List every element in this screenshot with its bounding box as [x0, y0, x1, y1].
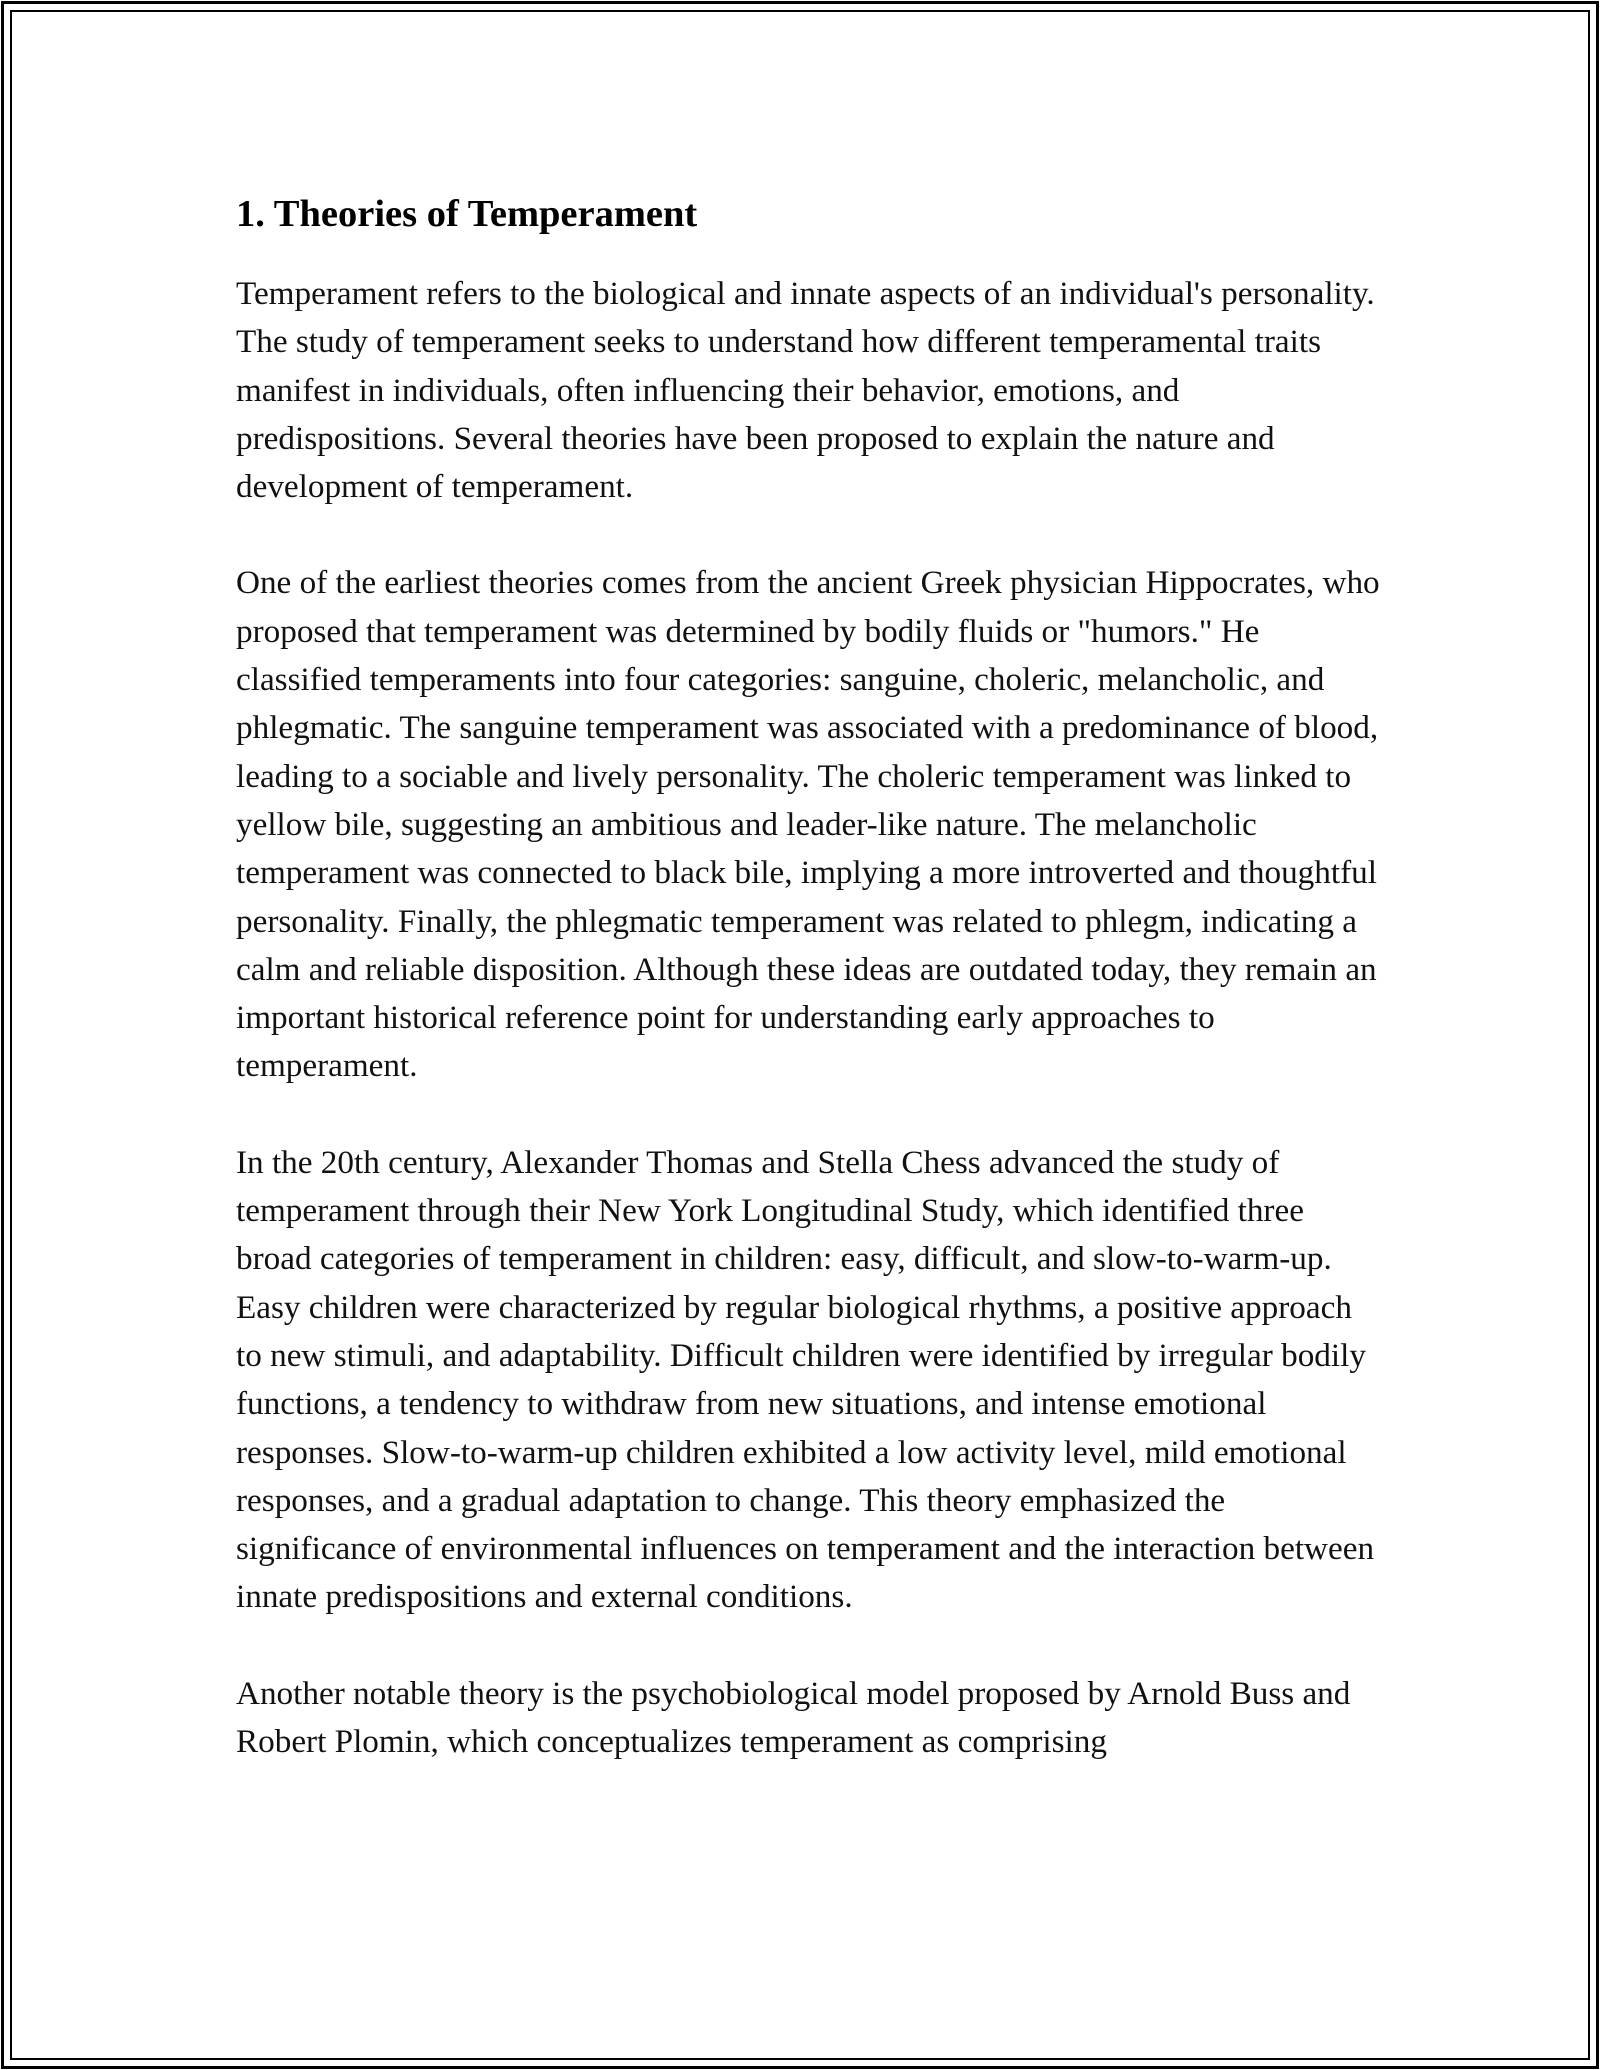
paragraph-intro: Temperament refers to the biological and innate aspects of an individual's personality. The study of temperament seeks to understand how different temperamental traits manifest in individuals, often influencing their behavior, emotions, and predispositions. Several theories have been proposed to explain the nature and development of temperament.: [236, 275, 1375, 506]
section-heading: 1. Theories of Temperament: [236, 193, 698, 235]
paragraph-thomas-chess: In the 20th century, Alexander Thomas and Stella Chess advanced the study of temperament through their New York Longitudinal Study, which identified three broad categories of temperament in children: easy, difficult, and slow-to-warm-up. Easy children were characterized by regular biological rhythms, a positive approach to new stimuli, and adaptability. Difficult children were identified by irregular bodily functions, a tendency to withdraw from new situations, and intense emotional responses. Slow-to-warm-up children exhibited a low activity level, mild emotional responses, and a gradual adaptation to change. This theory emphasized the significance of environmental influences on temperament and the interaction between innate predispositions and external conditions.: [236, 1143, 1375, 1616]
paragraph-buss-plomin: Another notable theory is the psychobiological model proposed by Arnold Buss and Robert Plomin, which conceptualizes temperament as comprising: [236, 1674, 1351, 1761]
document-content: [236, 186, 1386, 1766]
paragraph-hippocrates: One of the earliest theories comes from the ancient Greek physician Hippocrates, who proposed that temperament was determined by bodily fluids or "humors." He classified temperaments into four categories: sanguine, choleric, melancholic, and phlegmatic. The sanguine temperament was associated with a predominance of blood, leading to a sociable and lively personality. The choleric temperament was linked to yellow bile, suggesting an ambitious and leader-like nature. The melancholic temperament was connected to black bile, implying a more introverted and thoughtful personality. Finally, the phlegmatic temperament was related to phlegm, indicating a calm and reliable disposition. Although these ideas are outdated today, they remain an important historical reference point for understanding early approaches to temperament.: [236, 564, 1380, 1085]
